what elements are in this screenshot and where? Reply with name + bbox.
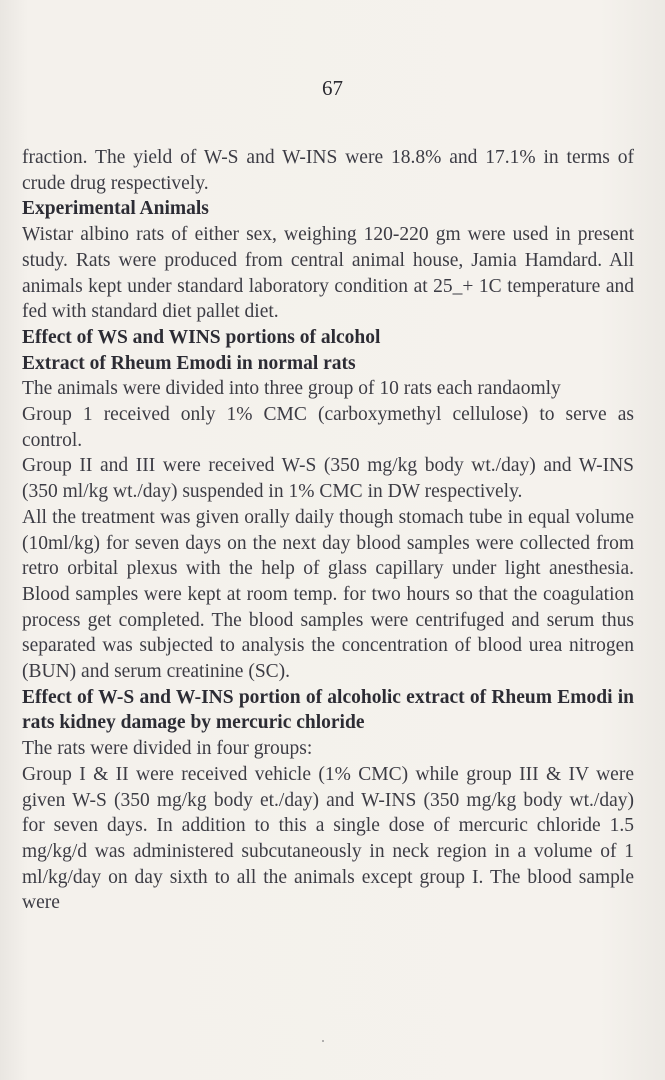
- heading-effect-kidney-damage: Effect of W-S and W-INS portion of alcoholic extract of Rheum Emodi in rats kidney damage by mercuric chloride: [22, 686, 634, 734]
- heading-effect-normal-rats-line1: Effect of WS and WINS portions of alcohol: [22, 326, 381, 348]
- page-body: [22, 145, 634, 916]
- paragraph-wistar-rats: Wistar albino rats of either sex, weighing 120-220 gm were used in present study. Rats were produced from central animal house, Jamia Hamdard. All animals kept under standard laboratory condition at 25_+ 1C temperature and fed with standard diet pallet diet.: [22, 224, 634, 323]
- paragraph-groups-divided: The animals were divided into three group of 10 rats each randaomly: [22, 378, 561, 400]
- heading-experimental-animals: Experimental Animals: [22, 198, 209, 220]
- paragraph-fraction: fraction. The yield of W-S and W-INS were 18.8% and 17.1% in terms of crude drug respectively.: [22, 147, 634, 194]
- paragraph-four-groups: The rats were divided in four groups:: [22, 738, 313, 760]
- heading-effect-normal-rats-line2: Extract of Rheum Emodi in normal rats: [22, 352, 356, 374]
- scan-speck: [322, 1040, 324, 1042]
- paragraph-group-1: Group 1 received only 1% CMC (carboxymethyl cellulose) to serve as control.: [22, 404, 634, 451]
- page-number: 67: [322, 76, 343, 100]
- paragraph-group-2-3: Group II and III were received W-S (350 mg/kg body wt./day) and W-INS (350 ml/kg wt./day) suspended in 1% CMC in DW respectively.: [22, 455, 634, 503]
- paragraph-treatment: All the treatment was given orally daily though stomach tube in equal volume (10ml/kg) for seven days on the next day blood samples were collected from retro orbital plexus with the help of glass capillary under light anesthesia. Blood samples were kept at room temp. for two hours so that the coagulation process get completed. The blood samples were centrifuged and serum thus separated was subjected to analysis the concentration of blood urea nitrogen (BUN) and serum creatinine (SC).: [22, 506, 634, 683]
- paragraph-group-vehicle: Group I & II were received vehicle (1% CMC) while group III & IV were given W-S (350 mg/kg body et./day) and W-INS (350 mg/kg body wt./day) for seven days. In addition to this a single dose of mercuric chloride 1.5 mg/kg/d was administered subcutaneously in neck region in a volume of 1 ml/kg/day on day sixth to all the animals except group I. The blood sample were: [22, 763, 634, 914]
